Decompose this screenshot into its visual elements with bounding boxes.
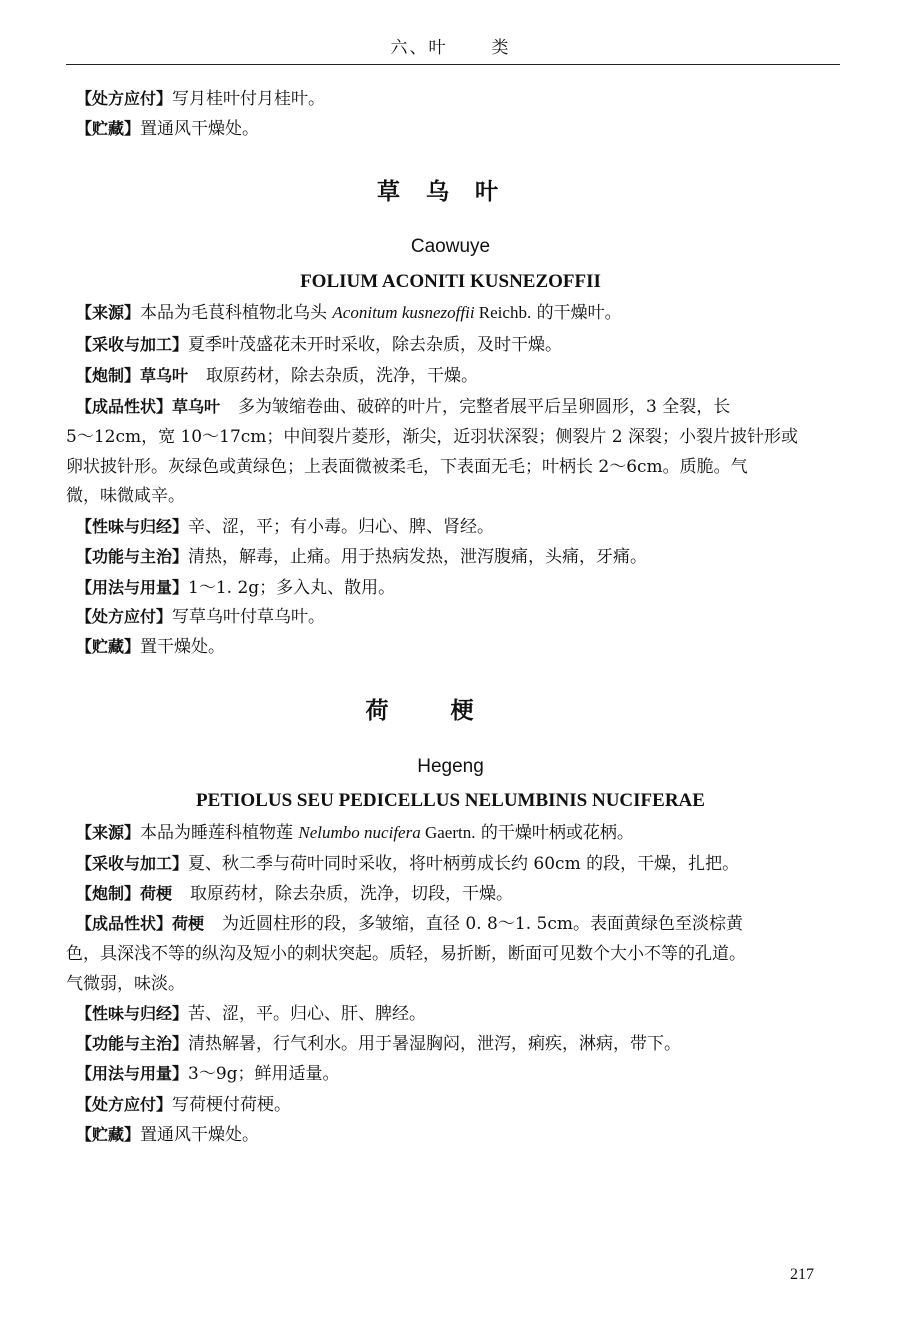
- field-text: 夏、秋二季与荷叶同时采收，将叶柄剪成长约 60cm 的段，干燥，扎把。: [188, 854, 740, 874]
- field-text: 1～1. 2g；多入丸、散用。: [188, 578, 396, 598]
- running-header: [0, 33, 901, 58]
- processing-line: [76, 366, 846, 386]
- field-label: 【用法与用量】: [76, 578, 189, 597]
- function-line: [76, 547, 846, 567]
- nature-line: [76, 1004, 846, 1024]
- character-line-2: 色，具深浅不等的纵沟及短小的刺状突起。质轻，易折断，断面可见数个大小不等的孔道。: [66, 944, 746, 964]
- field-label: 【采收与加工】: [76, 854, 189, 873]
- field-label: 【来源】: [76, 823, 141, 842]
- field-text: 清热，解毒，止痛。用于热病发热，泄泻腹痛，头痛，牙痛。: [188, 547, 648, 567]
- field-label: 【贮藏】: [76, 637, 141, 656]
- field-label: 【炮制】: [76, 884, 141, 903]
- field-label: 【用法与用量】: [76, 1064, 189, 1083]
- field-text: 置通风干燥处。: [140, 1125, 260, 1145]
- field-label: 【处方应付】: [76, 89, 173, 108]
- entry-title: 草乌叶: [377, 179, 524, 205]
- field-keyword: 荷梗: [172, 914, 205, 933]
- entry-title: 荷梗: [365, 698, 536, 724]
- field-text: 的干燥叶柄或花柄。: [475, 823, 634, 843]
- field-text: 辛、涩，平；有小毒。归心、脾、肾经。: [188, 517, 495, 537]
- source-line: [76, 303, 846, 323]
- field-text: 清热解暑，行气利水。用于暑湿胸闷，泄泻，痢疾，淋病，带下。: [188, 1034, 682, 1054]
- header-section: 六、叶: [390, 38, 448, 58]
- field-text: 为近圆柱形的段，多皱缩，直径 0. 8～1. 5cm。表面黄绿色至淡棕黄: [222, 914, 743, 934]
- prev-storage: [76, 119, 846, 139]
- field-label: 【功能与主治】: [76, 1034, 189, 1053]
- field-label: 【性味与归经】: [76, 1004, 189, 1023]
- field-text: 置干燥处。: [140, 637, 226, 657]
- header-rule: [66, 64, 840, 65]
- species-name: Aconitum kusnezoffii: [332, 303, 475, 322]
- entry-pinyin: Hegeng: [417, 756, 484, 777]
- function-line: [76, 1034, 846, 1054]
- field-label: 【贮藏】: [76, 119, 141, 138]
- character-line-3: 气微弱，味淡。: [66, 974, 185, 994]
- character-line-4: 微，味微咸辛。: [66, 486, 185, 506]
- prev-prescription: [76, 89, 846, 109]
- dosage-line: [76, 1064, 846, 1084]
- field-label: 【处方应付】: [76, 607, 173, 626]
- field-text: 取原药材，除去杂质，洗净，干燥。: [206, 366, 479, 386]
- field-text: 3～9g；鲜用适量。: [188, 1064, 340, 1084]
- field-text: 写草乌叶付草乌叶。: [172, 607, 326, 627]
- field-text: 苦、涩，平。归心、肝、脾经。: [188, 1004, 427, 1024]
- character-line-1: [76, 397, 846, 417]
- field-text: 夏季叶茂盛花未开时采收，除去杂质，及时干燥。: [188, 335, 563, 355]
- entry-pinyin: Caowuye: [410, 236, 491, 257]
- field-label: 【功能与主治】: [76, 547, 189, 566]
- storage-line: [76, 637, 846, 657]
- field-label: 【贮藏】: [76, 1125, 141, 1144]
- field-keyword: 荷梗: [140, 884, 173, 903]
- field-text: 取原药材，除去杂质，洗净，切段，干燥。: [190, 884, 514, 904]
- character-line-2: 5～12cm，宽 10～17cm；中间裂片菱形，渐尖，近羽状深裂；侧裂片 2 深裂；小裂片披针形或: [66, 427, 799, 447]
- entry-latin-name: PETIOLUS SEU PEDICELLUS NELUMBINIS NUCIFERAE: [196, 790, 705, 811]
- nature-line: [76, 517, 846, 537]
- field-label: 【炮制】: [76, 366, 141, 385]
- prescription-line: [76, 607, 846, 627]
- field-text: 写荷梗付荷梗。: [172, 1095, 292, 1115]
- character-line-1: [76, 914, 846, 934]
- field-label: 【处方应付】: [76, 1095, 173, 1114]
- field-text: 置通风干燥处。: [140, 119, 260, 139]
- field-text: 写月桂叶付月桂叶。: [172, 89, 326, 109]
- field-text: 的干燥叶。: [531, 303, 622, 323]
- dosage-line: [76, 578, 846, 598]
- field-label: 【成品性状】: [76, 397, 173, 416]
- page-number: 217: [790, 1266, 814, 1283]
- field-label: 【来源】: [76, 303, 141, 322]
- field-label: 【性味与归经】: [76, 517, 189, 536]
- field-text: 本品为毛茛科植物北乌头: [140, 303, 333, 323]
- storage-line: [76, 1125, 846, 1145]
- species-name: Nelumbo nucifera: [298, 823, 421, 842]
- field-keyword: 草乌叶: [140, 366, 189, 385]
- harvest-line: [76, 335, 846, 355]
- source-line: [76, 823, 846, 843]
- field-text: 本品为睡莲科植物莲: [140, 823, 299, 843]
- prescription-line: [76, 1095, 846, 1115]
- character-line-3: 卵状披针形。灰绿色或黄绿色；上表面微被柔毛，下表面无毛；叶柄长 2～6cm。质脆。气: [66, 457, 748, 477]
- header-category: 类: [491, 38, 511, 58]
- field-label: 【采收与加工】: [76, 335, 189, 354]
- field-label: 【成品性状】: [76, 914, 173, 933]
- entry-latin-name: FOLIUM ACONITI KUSNEZOFFII: [300, 271, 601, 292]
- harvest-line: [76, 854, 846, 874]
- processing-line: [76, 884, 846, 904]
- species-author: Reichb.: [474, 303, 532, 322]
- species-author: Gaertn.: [420, 823, 476, 842]
- field-keyword: 草乌叶: [172, 397, 221, 416]
- field-text: 多为皱缩卷曲、破碎的叶片，完整者展平后呈卵圆形，3 全裂，长: [238, 397, 731, 417]
